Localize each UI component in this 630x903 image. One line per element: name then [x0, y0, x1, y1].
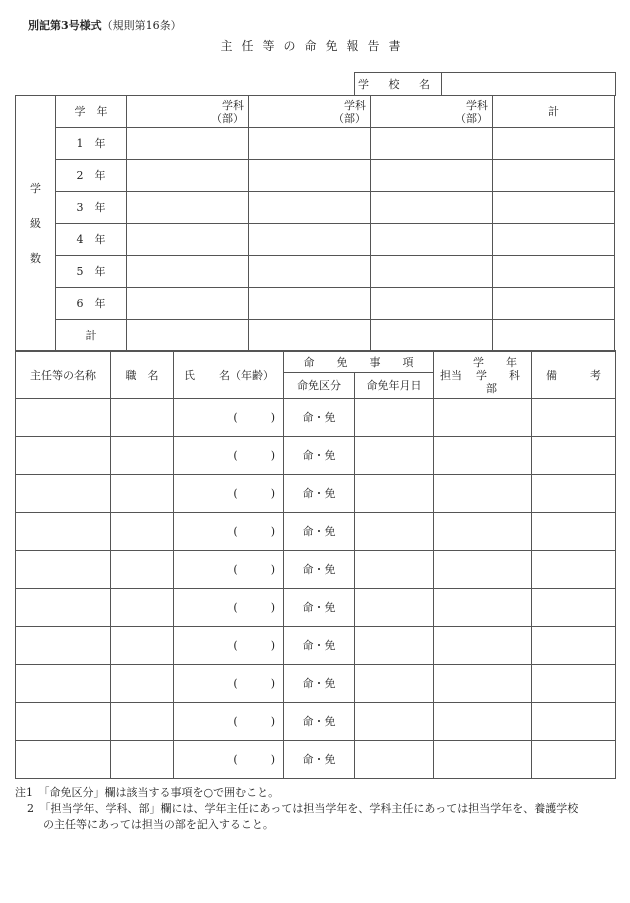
form-number: 別記第3号様式 — [28, 19, 102, 32]
cell[interactable] — [249, 160, 371, 192]
class-count-header-row — [16, 96, 615, 128]
cell[interactable] — [127, 128, 249, 160]
name-age-cell[interactable]: ( ) — [174, 703, 284, 741]
cell[interactable] — [127, 192, 249, 224]
category-cell[interactable]: 命・免 — [284, 513, 355, 551]
assigned-part-label: 部 — [486, 381, 497, 395]
notes — [15, 785, 625, 833]
appointment-row — [16, 551, 616, 589]
date-cell[interactable] — [355, 665, 434, 703]
cell[interactable] — [371, 256, 493, 288]
assigned-cell[interactable] — [434, 589, 532, 627]
remarks-cell[interactable] — [532, 513, 616, 551]
date-cell[interactable] — [355, 589, 434, 627]
assigned-dept-label: 学 科 — [476, 368, 520, 382]
note-2: 2 「担当学年、学科、部」欄には、学年主任にあっては担当学年を、学科主任にあっては担当学年を、養護学校 — [27, 802, 579, 815]
name-label: 氏 — [184, 368, 195, 382]
age-label: 名（年齢） — [219, 368, 274, 382]
cell[interactable] — [127, 288, 249, 320]
date-cell[interactable] — [355, 475, 434, 513]
dept-sub-label: （部） — [333, 111, 366, 125]
cell[interactable] — [493, 160, 615, 192]
school-name-box — [354, 72, 616, 96]
remarks-cell[interactable] — [532, 399, 616, 437]
cell[interactable] — [371, 320, 493, 352]
remarks-cell[interactable] — [532, 437, 616, 475]
cell[interactable] — [493, 256, 615, 288]
position-cell[interactable] — [111, 437, 174, 475]
date-cell[interactable] — [355, 399, 434, 437]
cell[interactable] — [493, 128, 615, 160]
cell[interactable] — [127, 256, 249, 288]
class-count-row — [16, 256, 615, 288]
assigned-cell[interactable] — [434, 437, 532, 475]
note-1: 注1 「命免区分」欄は該当する事項を○で囲むこと。 — [15, 786, 280, 799]
assigned-cell[interactable] — [434, 665, 532, 703]
appointment-row — [16, 627, 616, 665]
side-label-char: 数 — [30, 252, 41, 265]
school-name-label: 学 校 名 — [355, 73, 442, 96]
name-age-cell[interactable]: ( ) — [174, 627, 284, 665]
remarks-cell[interactable] — [532, 589, 616, 627]
name-age-cell[interactable]: ( ) — [174, 665, 284, 703]
role-name-cell[interactable] — [16, 665, 111, 703]
appointment-row — [16, 703, 616, 741]
appointment-row — [16, 437, 616, 475]
dept-header-3 — [371, 96, 493, 128]
grade-label: 2 年 — [56, 160, 127, 192]
date-header: 命免年月日 — [355, 373, 434, 399]
cell[interactable] — [371, 128, 493, 160]
category-cell[interactable]: 命・免 — [284, 551, 355, 589]
role-name-cell[interactable] — [16, 475, 111, 513]
dept-sub-label: （部） — [211, 111, 244, 125]
remarks-cell[interactable] — [532, 551, 616, 589]
position-cell[interactable] — [111, 399, 174, 437]
position-cell[interactable] — [111, 665, 174, 703]
document-title: 主任等の命免報告書 — [220, 39, 410, 53]
cell[interactable] — [249, 224, 371, 256]
cell[interactable] — [493, 192, 615, 224]
grade-label: 6 年 — [56, 288, 127, 320]
remarks-cell[interactable] — [532, 703, 616, 741]
position-header: 職 名 — [111, 351, 174, 399]
cell[interactable] — [127, 224, 249, 256]
role-name-cell[interactable] — [16, 513, 111, 551]
appointment-row — [16, 589, 616, 627]
side-label-char: 級 — [30, 217, 41, 230]
role-name-header: 主任等の名称 — [16, 351, 111, 399]
category-cell[interactable]: 命・免 — [284, 475, 355, 513]
position-cell[interactable] — [111, 627, 174, 665]
cell[interactable] — [249, 256, 371, 288]
matters-header: 命 免 事 項 — [284, 351, 434, 373]
category-cell[interactable]: 命・免 — [284, 627, 355, 665]
role-name-cell[interactable] — [16, 741, 111, 779]
role-name-cell[interactable] — [16, 627, 111, 665]
total-header: 計 — [493, 96, 615, 128]
position-cell[interactable] — [111, 475, 174, 513]
role-name-cell[interactable] — [16, 551, 111, 589]
assigned-cell[interactable] — [434, 627, 532, 665]
appointment-row — [16, 475, 616, 513]
grade-label: 5 年 — [56, 256, 127, 288]
date-cell[interactable] — [355, 551, 434, 589]
cell[interactable] — [371, 288, 493, 320]
role-name-cell[interactable] — [16, 703, 111, 741]
date-cell[interactable] — [355, 513, 434, 551]
position-cell[interactable] — [111, 703, 174, 741]
category-cell[interactable]: 命・免 — [284, 703, 355, 741]
name-age-cell[interactable]: ( ) — [174, 399, 284, 437]
side-label-char: 学 — [30, 182, 41, 195]
class-count-row — [16, 224, 615, 256]
assigned-cell[interactable] — [434, 399, 532, 437]
appointment-row — [16, 741, 616, 779]
name-age-header — [174, 351, 284, 399]
name-age-cell[interactable]: ( ) — [174, 475, 284, 513]
name-age-cell[interactable]: ( ) — [174, 551, 284, 589]
assigned-cell[interactable] — [434, 703, 532, 741]
name-age-cell[interactable]: ( ) — [174, 741, 284, 779]
cell[interactable] — [371, 192, 493, 224]
class-count-row — [16, 192, 615, 224]
remarks-cell[interactable] — [532, 475, 616, 513]
date-cell[interactable] — [355, 703, 434, 741]
class-count-row — [16, 128, 615, 160]
dept-label: 学科 — [344, 98, 366, 112]
appointment-row — [16, 399, 616, 437]
appointment-header-row-1 — [16, 351, 616, 373]
grade-header: 学 年 — [56, 96, 127, 128]
category-cell[interactable]: 命・免 — [284, 589, 355, 627]
role-name-cell[interactable] — [16, 399, 111, 437]
position-cell[interactable] — [111, 741, 174, 779]
role-name-cell[interactable] — [16, 437, 111, 475]
remarks-header: 備 考 — [532, 351, 616, 399]
dept-sub-label: （部） — [455, 111, 488, 125]
remarks-cell[interactable] — [532, 627, 616, 665]
category-cell[interactable]: 命・免 — [284, 437, 355, 475]
class-count-total-row — [16, 320, 615, 352]
grade-label: 3 年 — [56, 192, 127, 224]
note-2-continued: の主任等にあっては担当の部を記入すること。 — [43, 818, 274, 831]
assigned-header — [434, 351, 532, 399]
grade-label: 4 年 — [56, 224, 127, 256]
cell[interactable] — [493, 320, 615, 352]
dept-label: 学科 — [222, 98, 244, 112]
cell[interactable] — [493, 288, 615, 320]
assigned-prefix: 担当 — [440, 368, 462, 382]
assigned-cell[interactable] — [434, 513, 532, 551]
remarks-cell[interactable] — [532, 741, 616, 779]
category-cell[interactable]: 命・免 — [284, 665, 355, 703]
assigned-cell[interactable] — [434, 741, 532, 779]
category-header: 命免区分 — [284, 373, 355, 399]
position-cell[interactable] — [111, 589, 174, 627]
cell[interactable] — [371, 224, 493, 256]
name-age-cell[interactable]: ( ) — [174, 513, 284, 551]
dept-header-1 — [127, 96, 249, 128]
position-cell[interactable] — [111, 513, 174, 551]
remarks-cell[interactable] — [532, 665, 616, 703]
cell[interactable] — [249, 192, 371, 224]
assigned-grade-label: 学 年 — [473, 355, 517, 369]
category-cell[interactable]: 命・免 — [284, 399, 355, 437]
assigned-cell[interactable] — [434, 551, 532, 589]
appointment-row — [16, 665, 616, 703]
assigned-cell[interactable] — [434, 475, 532, 513]
role-name-cell[interactable] — [16, 589, 111, 627]
class-count-table — [15, 95, 615, 352]
position-cell[interactable] — [111, 551, 174, 589]
class-count-side-label — [16, 96, 56, 352]
form-rule-reference: （規則第16条） — [101, 19, 182, 32]
name-age-cell[interactable]: ( ) — [174, 589, 284, 627]
form-identifier — [28, 17, 182, 33]
cell[interactable] — [249, 288, 371, 320]
cell[interactable] — [371, 160, 493, 192]
date-cell[interactable] — [355, 437, 434, 475]
appointment-table — [15, 350, 616, 779]
cell[interactable] — [493, 224, 615, 256]
cell[interactable] — [249, 128, 371, 160]
cell[interactable] — [127, 160, 249, 192]
category-cell[interactable]: 命・免 — [284, 741, 355, 779]
date-cell[interactable] — [355, 627, 434, 665]
school-name-field[interactable] — [442, 73, 616, 96]
class-count-row — [16, 288, 615, 320]
total-label: 計 — [56, 320, 127, 352]
cell[interactable] — [127, 320, 249, 352]
class-count-row — [16, 160, 615, 192]
name-age-cell[interactable]: ( ) — [174, 437, 284, 475]
cell[interactable] — [249, 320, 371, 352]
dept-header-2 — [249, 96, 371, 128]
appointment-row — [16, 513, 616, 551]
grade-label: 1 年 — [56, 128, 127, 160]
date-cell[interactable] — [355, 741, 434, 779]
dept-label: 学科 — [466, 98, 488, 112]
